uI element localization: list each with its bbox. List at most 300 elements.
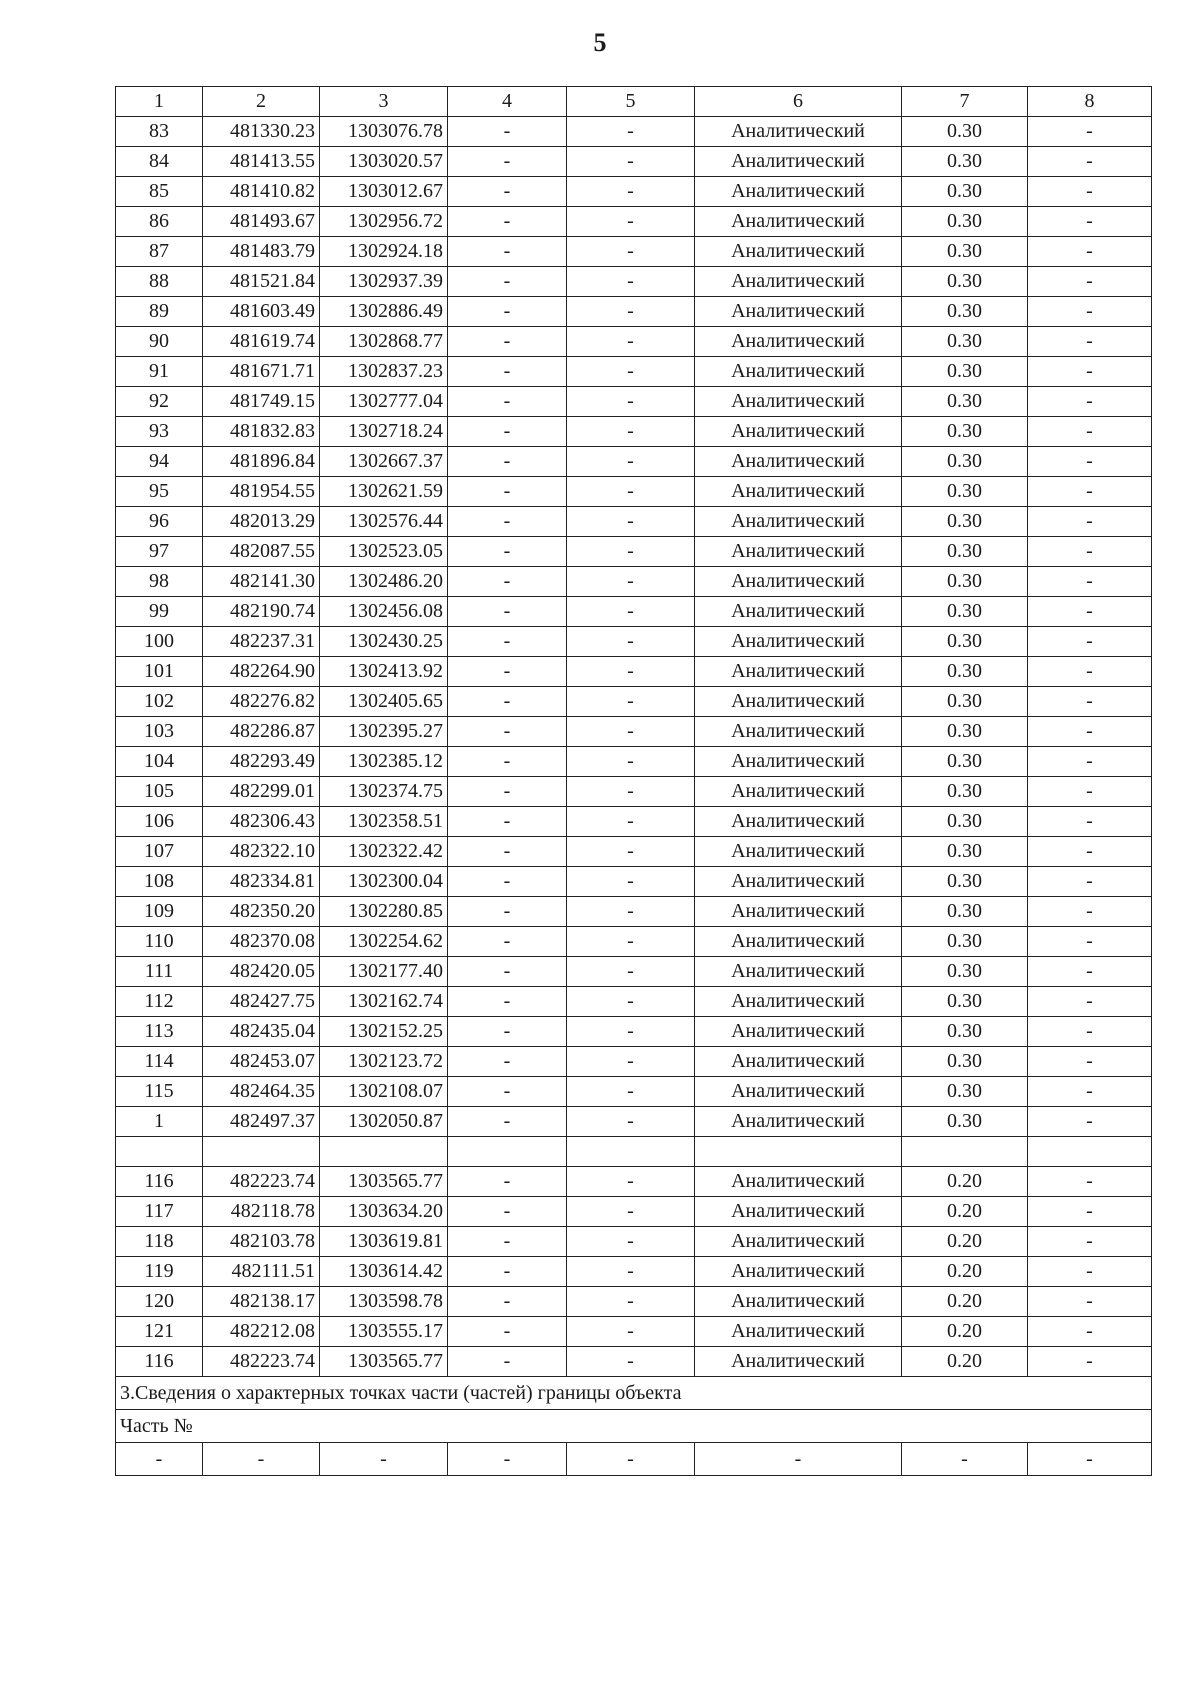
table-row	[116, 117, 1152, 147]
method-cell: Аналитический	[695, 1107, 902, 1137]
col-4-cell: -	[448, 507, 567, 537]
method-cell: Аналитический	[695, 1227, 902, 1257]
table-row	[116, 1017, 1152, 1047]
col-8-cell: -	[1028, 447, 1152, 477]
accuracy-cell: 0.30	[902, 177, 1028, 207]
col-8-cell: -	[1028, 1107, 1152, 1137]
y-coordinate-cell: 1302937.39	[320, 267, 448, 297]
method-cell: Аналитический	[695, 1257, 902, 1287]
point-number-cell: 109	[116, 897, 203, 927]
col-4-cell: -	[448, 1167, 567, 1197]
col-5-cell: -	[567, 747, 695, 777]
y-coordinate-cell: 1302050.87	[320, 1107, 448, 1137]
col-4-cell: -	[448, 387, 567, 417]
col-5-cell: -	[567, 687, 695, 717]
accuracy-cell: 0.30	[902, 417, 1028, 447]
method-cell: Аналитический	[695, 237, 902, 267]
col-4-cell: -	[448, 1107, 567, 1137]
col-8-cell: -	[1028, 1047, 1152, 1077]
x-coordinate-cell: 482350.20	[203, 897, 320, 927]
col-5-cell: -	[567, 117, 695, 147]
col-4-cell: -	[448, 267, 567, 297]
point-number-cell: 113	[116, 1017, 203, 1047]
part-cell: -	[448, 1443, 567, 1476]
col-4-cell: -	[448, 1197, 567, 1227]
point-number-cell: 1	[116, 1107, 203, 1137]
x-coordinate-cell: 482237.31	[203, 627, 320, 657]
accuracy-cell: 0.30	[902, 957, 1028, 987]
table-row	[116, 537, 1152, 567]
x-coordinate-cell: 482103.78	[203, 1227, 320, 1257]
table-row	[116, 777, 1152, 807]
part-row	[116, 1443, 1152, 1476]
method-cell: Аналитический	[695, 807, 902, 837]
part-cell: -	[203, 1443, 320, 1476]
col-5-cell: -	[567, 1347, 695, 1377]
method-cell: Аналитический	[695, 1347, 902, 1377]
point-number-cell: 108	[116, 867, 203, 897]
empty-cell	[320, 1137, 448, 1167]
col-5-cell: -	[567, 927, 695, 957]
y-coordinate-cell: 1302300.04	[320, 867, 448, 897]
col-8-cell: -	[1028, 327, 1152, 357]
col-4-cell: -	[448, 807, 567, 837]
empty-cell	[567, 1137, 695, 1167]
col-5-cell: -	[567, 717, 695, 747]
col-4-cell: -	[448, 687, 567, 717]
table-row	[116, 657, 1152, 687]
point-number-cell: 116	[116, 1347, 203, 1377]
point-number-cell: 110	[116, 927, 203, 957]
point-number-cell: 88	[116, 267, 203, 297]
col-5-cell: -	[567, 1227, 695, 1257]
y-coordinate-cell: 1302718.24	[320, 417, 448, 447]
column-header: 2	[203, 87, 320, 117]
accuracy-cell: 0.30	[902, 117, 1028, 147]
y-coordinate-cell: 1302413.92	[320, 657, 448, 687]
col-8-cell: -	[1028, 297, 1152, 327]
col-8-cell: -	[1028, 957, 1152, 987]
empty-cell	[1028, 1137, 1152, 1167]
x-coordinate-cell: 481896.84	[203, 447, 320, 477]
accuracy-cell: 0.30	[902, 807, 1028, 837]
col-8-cell: -	[1028, 1197, 1152, 1227]
point-number-cell: 96	[116, 507, 203, 537]
y-coordinate-cell: 1302576.44	[320, 507, 448, 537]
col-4-cell: -	[448, 657, 567, 687]
point-number-cell: 112	[116, 987, 203, 1017]
method-cell: Аналитический	[695, 477, 902, 507]
y-coordinate-cell: 1302395.27	[320, 717, 448, 747]
col-5-cell: -	[567, 957, 695, 987]
col-5-cell: -	[567, 987, 695, 1017]
col-4-cell: -	[448, 1017, 567, 1047]
method-cell: Аналитический	[695, 687, 902, 717]
col-5-cell: -	[567, 567, 695, 597]
accuracy-cell: 0.30	[902, 267, 1028, 297]
col-5-cell: -	[567, 657, 695, 687]
method-cell: Аналитический	[695, 147, 902, 177]
y-coordinate-cell: 1302523.05	[320, 537, 448, 567]
y-coordinate-cell: 1302108.07	[320, 1077, 448, 1107]
table-row	[116, 477, 1152, 507]
accuracy-cell: 0.30	[902, 627, 1028, 657]
col-5-cell: -	[567, 807, 695, 837]
x-coordinate-cell: 482427.75	[203, 987, 320, 1017]
table-row	[116, 237, 1152, 267]
table-row	[116, 1257, 1152, 1287]
col-4-cell: -	[448, 177, 567, 207]
table-row	[116, 147, 1152, 177]
y-coordinate-cell: 1302924.18	[320, 237, 448, 267]
accuracy-cell: 0.30	[902, 987, 1028, 1017]
x-coordinate-cell: 482306.43	[203, 807, 320, 837]
y-coordinate-cell: 1303619.81	[320, 1227, 448, 1257]
method-cell: Аналитический	[695, 207, 902, 237]
col-5-cell: -	[567, 597, 695, 627]
method-cell: Аналитический	[695, 1287, 902, 1317]
col-5-cell: -	[567, 417, 695, 447]
method-cell: Аналитический	[695, 627, 902, 657]
col-8-cell: -	[1028, 567, 1152, 597]
accuracy-cell: 0.20	[902, 1227, 1028, 1257]
table-row	[116, 327, 1152, 357]
y-coordinate-cell: 1303634.20	[320, 1197, 448, 1227]
method-cell: Аналитический	[695, 387, 902, 417]
y-coordinate-cell: 1303614.42	[320, 1257, 448, 1287]
x-coordinate-cell: 482322.10	[203, 837, 320, 867]
col-5-cell: -	[567, 1287, 695, 1317]
point-number-cell: 99	[116, 597, 203, 627]
x-coordinate-cell: 481493.67	[203, 207, 320, 237]
table-row	[116, 927, 1152, 957]
part-cell: -	[116, 1443, 203, 1476]
col-4-cell: -	[448, 1077, 567, 1107]
col-5-cell: -	[567, 627, 695, 657]
col-5-cell: -	[567, 1017, 695, 1047]
x-coordinate-cell: 482293.49	[203, 747, 320, 777]
section-heading-row	[116, 1377, 1152, 1410]
col-8-cell: -	[1028, 747, 1152, 777]
accuracy-cell: 0.30	[902, 207, 1028, 237]
accuracy-cell: 0.30	[902, 1047, 1028, 1077]
col-4-cell: -	[448, 1227, 567, 1257]
col-8-cell: -	[1028, 687, 1152, 717]
col-4-cell: -	[448, 1047, 567, 1077]
table-row	[116, 687, 1152, 717]
col-5-cell: -	[567, 477, 695, 507]
col-4-cell: -	[448, 297, 567, 327]
point-number-cell: 105	[116, 777, 203, 807]
col-5-cell: -	[567, 1197, 695, 1227]
col-8-cell: -	[1028, 717, 1152, 747]
col-8-cell: -	[1028, 1167, 1152, 1197]
part-cell: -	[1028, 1443, 1152, 1476]
point-number-cell: 92	[116, 387, 203, 417]
table-row	[116, 567, 1152, 597]
table-row	[116, 597, 1152, 627]
y-coordinate-cell: 1302430.25	[320, 627, 448, 657]
table-row	[116, 717, 1152, 747]
table-row	[116, 507, 1152, 537]
empty-cell	[116, 1137, 203, 1167]
method-cell: Аналитический	[695, 1077, 902, 1107]
accuracy-cell: 0.20	[902, 1287, 1028, 1317]
col-8-cell: -	[1028, 537, 1152, 567]
col-5-cell: -	[567, 327, 695, 357]
accuracy-cell: 0.30	[902, 357, 1028, 387]
x-coordinate-cell: 481410.82	[203, 177, 320, 207]
point-number-cell: 104	[116, 747, 203, 777]
col-8-cell: -	[1028, 657, 1152, 687]
point-number-cell: 90	[116, 327, 203, 357]
col-4-cell: -	[448, 237, 567, 267]
x-coordinate-cell: 482497.37	[203, 1107, 320, 1137]
col-5-cell: -	[567, 177, 695, 207]
table-row	[116, 1167, 1152, 1197]
y-coordinate-cell: 1302837.23	[320, 357, 448, 387]
point-number-cell: 111	[116, 957, 203, 987]
x-coordinate-cell: 482286.87	[203, 717, 320, 747]
point-number-cell: 98	[116, 567, 203, 597]
col-8-cell: -	[1028, 357, 1152, 387]
accuracy-cell: 0.30	[902, 1017, 1028, 1047]
table-row	[116, 747, 1152, 777]
point-number-cell: 84	[116, 147, 203, 177]
col-5-cell: -	[567, 1257, 695, 1287]
y-coordinate-cell: 1302486.20	[320, 567, 448, 597]
method-cell: Аналитический	[695, 267, 902, 297]
method-cell: Аналитический	[695, 867, 902, 897]
x-coordinate-cell: 481483.79	[203, 237, 320, 267]
y-coordinate-cell: 1302358.51	[320, 807, 448, 837]
col-5-cell: -	[567, 447, 695, 477]
y-coordinate-cell: 1302886.49	[320, 297, 448, 327]
accuracy-cell: 0.30	[902, 927, 1028, 957]
part-cell: -	[567, 1443, 695, 1476]
x-coordinate-cell: 482299.01	[203, 777, 320, 807]
table-row	[116, 957, 1152, 987]
accuracy-cell: 0.30	[902, 327, 1028, 357]
method-cell: Аналитический	[695, 1197, 902, 1227]
method-cell: Аналитический	[695, 957, 902, 987]
y-coordinate-cell: 1303020.57	[320, 147, 448, 177]
col-5-cell: -	[567, 867, 695, 897]
point-number-cell: 115	[116, 1077, 203, 1107]
table-row	[116, 447, 1152, 477]
x-coordinate-cell: 482420.05	[203, 957, 320, 987]
y-coordinate-cell: 1302162.74	[320, 987, 448, 1017]
method-cell: Аналитический	[695, 537, 902, 567]
col-8-cell: -	[1028, 1317, 1152, 1347]
col-8-cell: -	[1028, 627, 1152, 657]
col-4-cell: -	[448, 897, 567, 927]
y-coordinate-cell: 1303555.17	[320, 1317, 448, 1347]
table-row	[116, 1197, 1152, 1227]
col-8-cell: -	[1028, 1257, 1152, 1287]
col-4-cell: -	[448, 567, 567, 597]
col-4-cell: -	[448, 627, 567, 657]
col-4-cell: -	[448, 1347, 567, 1377]
col-8-cell: -	[1028, 417, 1152, 447]
point-number-cell: 118	[116, 1227, 203, 1257]
table-row	[116, 177, 1152, 207]
point-number-cell: 116	[116, 1167, 203, 1197]
point-number-cell: 87	[116, 237, 203, 267]
method-cell: Аналитический	[695, 597, 902, 627]
method-cell: Аналитический	[695, 837, 902, 867]
y-coordinate-cell: 1302280.85	[320, 897, 448, 927]
column-header: 6	[695, 87, 902, 117]
col-4-cell: -	[448, 957, 567, 987]
point-number-cell: 91	[116, 357, 203, 387]
column-header: 8	[1028, 87, 1152, 117]
method-cell: Аналитический	[695, 117, 902, 147]
accuracy-cell: 0.30	[902, 297, 1028, 327]
col-4-cell: -	[448, 987, 567, 1017]
x-coordinate-cell: 481954.55	[203, 477, 320, 507]
accuracy-cell: 0.30	[902, 657, 1028, 687]
x-coordinate-cell: 482111.51	[203, 1257, 320, 1287]
point-number-cell: 120	[116, 1287, 203, 1317]
col-4-cell: -	[448, 117, 567, 147]
col-8-cell: -	[1028, 1347, 1152, 1377]
method-cell: Аналитический	[695, 897, 902, 927]
col-8-cell: -	[1028, 837, 1152, 867]
x-coordinate-cell: 482223.74	[203, 1167, 320, 1197]
col-5-cell: -	[567, 1167, 695, 1197]
point-number-cell: 103	[116, 717, 203, 747]
x-coordinate-cell: 482212.08	[203, 1317, 320, 1347]
method-cell: Аналитический	[695, 1317, 902, 1347]
col-4-cell: -	[448, 1287, 567, 1317]
col-4-cell: -	[448, 777, 567, 807]
part-cell: -	[902, 1443, 1028, 1476]
table-row	[116, 1317, 1152, 1347]
page-number: 5	[593, 28, 607, 57]
point-number-cell: 106	[116, 807, 203, 837]
col-4-cell: -	[448, 1257, 567, 1287]
accuracy-cell: 0.20	[902, 1347, 1028, 1377]
column-header: 1	[116, 87, 203, 117]
method-cell: Аналитический	[695, 327, 902, 357]
part-cell: -	[695, 1443, 902, 1476]
method-cell: Аналитический	[695, 987, 902, 1017]
accuracy-cell: 0.30	[902, 1107, 1028, 1137]
col-4-cell: -	[448, 537, 567, 567]
x-coordinate-cell: 482453.07	[203, 1047, 320, 1077]
col-4-cell: -	[448, 417, 567, 447]
y-coordinate-cell: 1302385.12	[320, 747, 448, 777]
col-8-cell: -	[1028, 237, 1152, 267]
col-5-cell: -	[567, 1047, 695, 1077]
table-row	[116, 1287, 1152, 1317]
column-header: 3	[320, 87, 448, 117]
y-coordinate-cell: 1303565.77	[320, 1167, 448, 1197]
point-number-cell: 95	[116, 477, 203, 507]
col-4-cell: -	[448, 927, 567, 957]
x-coordinate-cell: 482223.74	[203, 1347, 320, 1377]
col-8-cell: -	[1028, 477, 1152, 507]
method-cell: Аналитический	[695, 657, 902, 687]
y-coordinate-cell: 1303076.78	[320, 117, 448, 147]
method-cell: Аналитический	[695, 297, 902, 327]
accuracy-cell: 0.20	[902, 1257, 1028, 1287]
y-coordinate-cell: 1302177.40	[320, 957, 448, 987]
method-cell: Аналитический	[695, 1047, 902, 1077]
method-cell: Аналитический	[695, 777, 902, 807]
table-row	[116, 387, 1152, 417]
accuracy-cell: 0.20	[902, 1197, 1028, 1227]
table-body	[116, 87, 1152, 1476]
col-8-cell: -	[1028, 117, 1152, 147]
col-5-cell: -	[567, 1077, 695, 1107]
y-coordinate-cell: 1303598.78	[320, 1287, 448, 1317]
method-cell: Аналитический	[695, 567, 902, 597]
table-row	[116, 1347, 1152, 1377]
col-4-cell: -	[448, 867, 567, 897]
accuracy-cell: 0.30	[902, 717, 1028, 747]
table-row	[116, 897, 1152, 927]
method-cell: Аналитический	[695, 447, 902, 477]
y-coordinate-cell: 1302322.42	[320, 837, 448, 867]
col-8-cell: -	[1028, 597, 1152, 627]
col-5-cell: -	[567, 207, 695, 237]
column-header: 5	[567, 87, 695, 117]
point-number-cell: 102	[116, 687, 203, 717]
point-number-cell: 86	[116, 207, 203, 237]
x-coordinate-cell: 482013.29	[203, 507, 320, 537]
x-coordinate-cell: 481749.15	[203, 387, 320, 417]
method-cell: Аналитический	[695, 747, 902, 777]
col-5-cell: -	[567, 147, 695, 177]
method-cell: Аналитический	[695, 417, 902, 447]
y-coordinate-cell: 1302374.75	[320, 777, 448, 807]
x-coordinate-cell: 482264.90	[203, 657, 320, 687]
col-4-cell: -	[448, 717, 567, 747]
header-row	[116, 87, 1152, 117]
point-number-cell: 85	[116, 177, 203, 207]
point-number-cell: 119	[116, 1257, 203, 1287]
col-4-cell: -	[448, 597, 567, 627]
accuracy-cell: 0.30	[902, 147, 1028, 177]
x-coordinate-cell: 481521.84	[203, 267, 320, 297]
accuracy-cell: 0.30	[902, 567, 1028, 597]
accuracy-cell: 0.30	[902, 1077, 1028, 1107]
y-coordinate-cell: 1302123.72	[320, 1047, 448, 1077]
x-coordinate-cell: 481330.23	[203, 117, 320, 147]
x-coordinate-cell: 481671.71	[203, 357, 320, 387]
col-5-cell: -	[567, 837, 695, 867]
method-cell: Аналитический	[695, 1167, 902, 1197]
table-row	[116, 297, 1152, 327]
column-header: 7	[902, 87, 1028, 117]
empty-cell	[695, 1137, 902, 1167]
coordinates-table	[115, 86, 1152, 1476]
point-number-cell: 117	[116, 1197, 203, 1227]
x-coordinate-cell: 482334.81	[203, 867, 320, 897]
col-4-cell: -	[448, 327, 567, 357]
table-row	[116, 207, 1152, 237]
accuracy-cell: 0.30	[902, 897, 1028, 927]
col-5-cell: -	[567, 387, 695, 417]
x-coordinate-cell: 482435.04	[203, 1017, 320, 1047]
point-number-cell: 94	[116, 447, 203, 477]
table-row	[116, 357, 1152, 387]
table-row	[116, 837, 1152, 867]
part-label: Часть №	[116, 1410, 1152, 1443]
section-heading: 3.Сведения о характерных точках части (частей) границы объекта	[116, 1377, 1152, 1410]
